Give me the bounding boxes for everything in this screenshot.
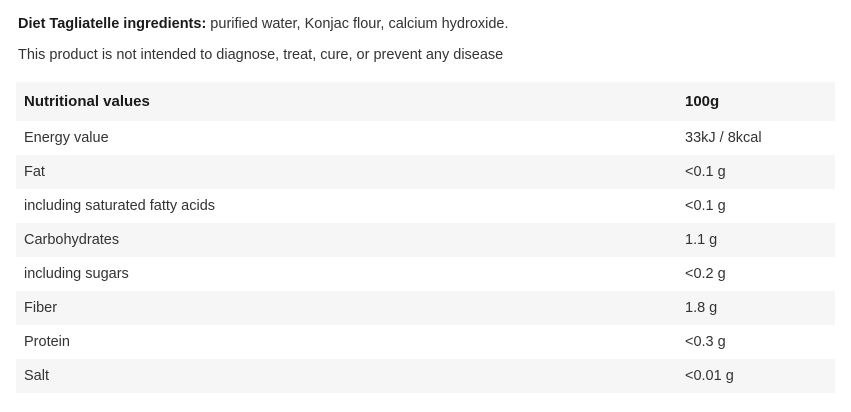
row-label: including saturated fatty acids: [24, 198, 216, 215]
row-label: including sugars: [24, 266, 129, 283]
nutrition-table-body: [16, 121, 835, 393]
table-row: [16, 325, 835, 359]
row-label: Energy value: [24, 130, 109, 147]
ingredients-line: [16, 12, 835, 37]
row-value: 1.8 g: [685, 300, 718, 317]
row-value: <0.1 g: [685, 164, 726, 181]
row-label: Salt: [24, 368, 49, 385]
row-value: 33kJ / 8kcal: [685, 130, 762, 147]
column-header-amount: 100g: [685, 93, 720, 111]
nutrition-table: [16, 82, 835, 393]
table-row: [16, 189, 835, 223]
column-header-name: Nutritional values: [24, 93, 150, 111]
row-label: Carbohydrates: [24, 232, 120, 249]
table-row: [16, 155, 835, 189]
row-label: Fat: [24, 164, 45, 181]
row-value: <0.3 g: [685, 334, 726, 351]
row-label: Fiber: [24, 300, 58, 317]
disclaimer-text: This product is not intended to diagnose, treat, cure, or prevent any disease: [18, 47, 504, 64]
row-value: <0.1 g: [685, 198, 726, 215]
row-value: 1.1 g: [685, 232, 718, 249]
row-value: <0.2 g: [685, 266, 726, 283]
row-value: <0.01 g: [685, 368, 734, 385]
table-row: [16, 223, 835, 257]
ingredients-text: purified water, Konjac flour, calcium hydroxide.: [206, 16, 509, 32]
table-row: [16, 291, 835, 325]
table-row: [16, 121, 835, 155]
nutrition-table-head: [16, 82, 835, 121]
row-label: Protein: [24, 334, 70, 351]
ingredients-label: Diet Tagliatelle ingredients:: [18, 16, 207, 32]
table-header-row: [16, 82, 835, 121]
table-row: [16, 359, 835, 393]
table-row: [16, 257, 835, 291]
